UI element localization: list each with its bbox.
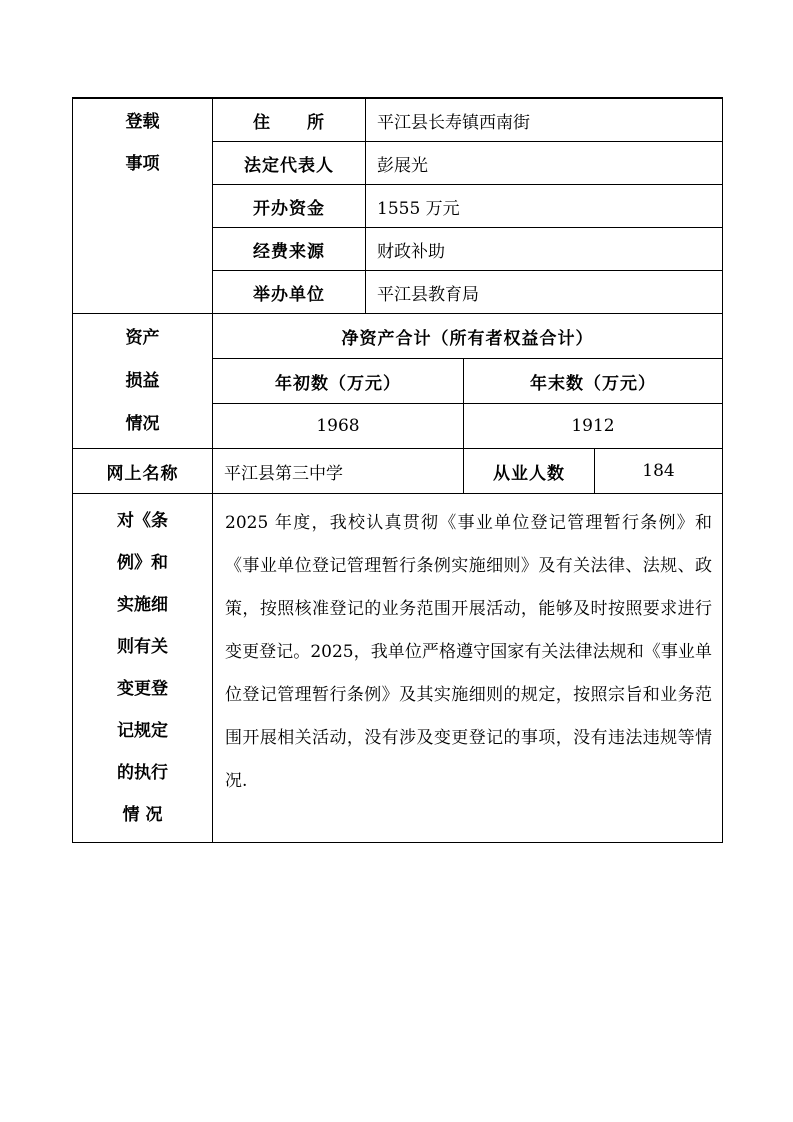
sponsor-label: 举办单位 <box>213 271 366 314</box>
address-row <box>73 98 723 142</box>
assets-label-line: 情况 <box>125 413 160 434</box>
execution-label-line: 实施细 <box>117 595 168 615</box>
assets-label <box>73 314 213 449</box>
legal-rep-value: 彭展光 <box>366 142 723 185</box>
web-name-row <box>73 449 723 494</box>
execution-text: 2025 年度，我校认真贯彻《事业单位登记管理暂行条例》和《事业单位登记管理暂行条例实施细则》及有关法律、法规、政策，按照核准登记的业务范围开展活动，能够及时按照要求进行变更登记。2025，我单位严格遵守国家有关法律法规和《事业单位登记管理暂行条例》及其实施细则的规定，按照宗旨和业务范围开展相关活动，没有涉及变更登记的事项，没有违法违规等情况. <box>213 494 723 843</box>
execution-label-line: 变更登 <box>117 679 168 699</box>
registered-items-label-line: 登载 <box>125 112 160 132</box>
assets-label-line: 损益 <box>125 370 160 391</box>
funding-source-label: 经费来源 <box>213 228 366 271</box>
assets-label-line: 资产 <box>125 327 160 348</box>
registration-table <box>72 97 723 843</box>
execution-label-line: 例》和 <box>117 553 168 573</box>
execution-label <box>73 494 213 843</box>
year-start-value: 1968 <box>213 404 464 449</box>
year-end-header: 年末数（万元） <box>464 359 723 404</box>
execution-label-line: 则有关 <box>117 637 168 657</box>
funding-source-value: 财政补助 <box>366 228 723 271</box>
staff-count-label: 从业人数 <box>464 449 595 494</box>
execution-label-line: 记规定 <box>117 721 168 741</box>
capital-label: 开办资金 <box>213 185 366 228</box>
execution-label-line: 对《条 <box>117 511 168 531</box>
web-name-label: 网上名称 <box>73 449 213 494</box>
registered-items-label <box>73 98 213 314</box>
execution-row <box>73 494 723 843</box>
execution-label-line: 情 况 <box>122 805 163 825</box>
execution-label-line: 的执行 <box>117 763 168 783</box>
address-value: 平江县长寿镇西南街 <box>366 98 723 142</box>
capital-value: 1555 万元 <box>366 185 723 228</box>
registered-items-label-line: 事项 <box>125 154 160 174</box>
net-assets-header-row <box>73 314 723 359</box>
address-label: 住 所 <box>213 98 366 142</box>
year-start-header: 年初数（万元） <box>213 359 464 404</box>
net-assets-header: 净资产合计（所有者权益合计） <box>213 314 723 359</box>
legal-rep-label: 法定代表人 <box>213 142 366 185</box>
year-end-value: 1912 <box>464 404 723 449</box>
sponsor-value: 平江县教育局 <box>366 271 723 314</box>
staff-count-value: 184 <box>595 449 723 494</box>
web-name-value: 平江县第三中学 <box>213 449 464 494</box>
